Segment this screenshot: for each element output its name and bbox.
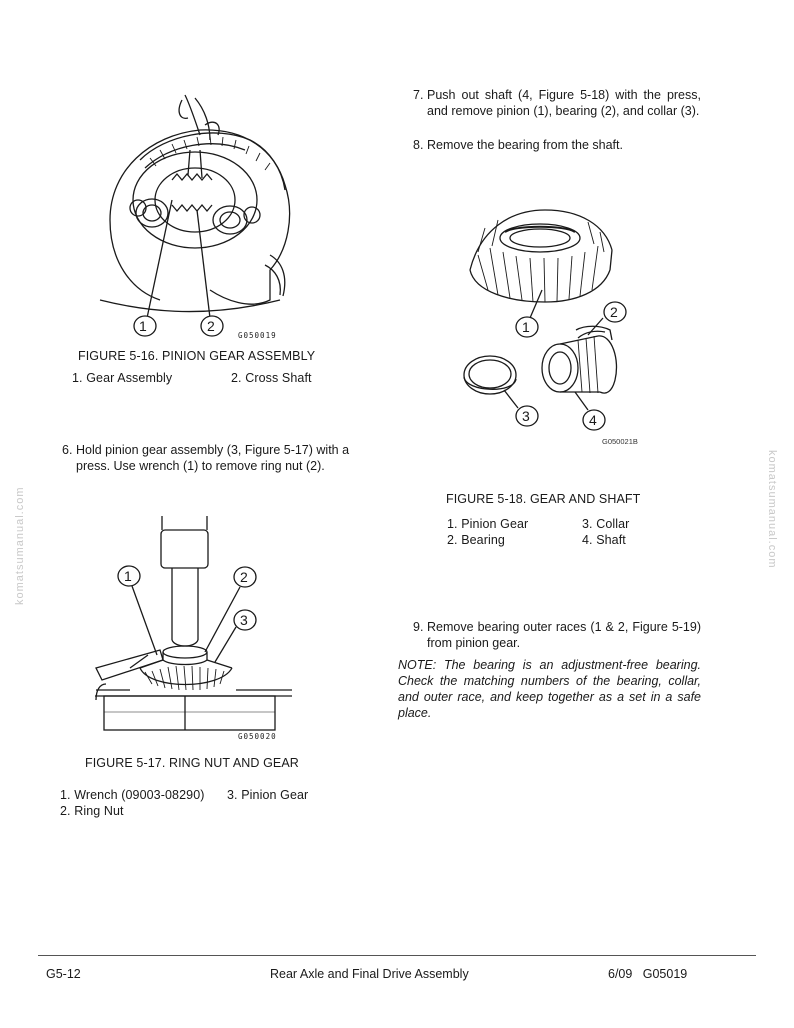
fig16-legend-1: 1. Gear Assembly — [72, 371, 173, 385]
step-6-text: Hold pinion gear assembly (3, Figure 5-17) with a press. Use wrench (1) to remove ring nut (2). — [76, 443, 350, 473]
fig17-caption: FIGURE 5-17. RING NUT AND GEAR — [85, 756, 299, 770]
fig16-code: G050019 — [238, 331, 277, 340]
fig18-callout-2-label: 2 — [610, 304, 618, 320]
fig16-callout-2-label: 2 — [207, 318, 215, 334]
fig17-callout-2-label: 2 — [240, 569, 248, 585]
fig18-legend-3: 3. Collar — [582, 517, 630, 531]
fig18-callout-3-label: 3 — [522, 408, 530, 424]
watermark-left: komatsumanual.com — [14, 486, 26, 605]
step-8-text: Remove the bearing from the shaft. — [427, 138, 623, 152]
fig16-legend-2: 2. Cross Shaft — [231, 371, 312, 385]
fig17-callout-1-label: 1 — [124, 568, 132, 584]
step-9 — [413, 619, 701, 651]
note: NOTE: The bearing is an adjustment-free bearing. Check the matching numbers of the bearing, collar, and outer race, and keep together as a set in a safe place. — [398, 658, 701, 720]
fig17-legend-2: 2. Ring Nut — [60, 804, 124, 818]
step-8-number: 8. — [413, 138, 424, 152]
step-9-text: Remove bearing outer races (1 & 2, Figure 5-19) from pinion gear. — [427, 620, 701, 650]
fig17-callout-3-label: 3 — [240, 612, 248, 628]
step-9-number: 9. — [413, 620, 424, 634]
fig18-callout-4-label: 4 — [589, 412, 597, 428]
footer-rule — [38, 955, 756, 956]
step-7-number: 7. — [413, 88, 424, 102]
step-6-number: 6. — [62, 443, 73, 457]
fig18-legend-4: 4. Shaft — [582, 533, 626, 547]
fig18-legend-2: 2. Bearing — [447, 533, 505, 547]
fig17-legend-1: 1. Wrench (09003-08290) — [60, 788, 205, 802]
footer-page-number: G5-12 — [46, 967, 81, 981]
fig17-legend-3: 3. Pinion Gear — [227, 788, 309, 802]
footer-title: Rear Axle and Final Drive Assembly — [270, 967, 469, 981]
footer-date-code: 6/09 G05019 — [608, 967, 688, 981]
step-7-text: Push out shaft (4, Figure 5-18) with the press, and remove pinion (1), bearing (2), and collar (3). — [427, 88, 701, 118]
watermark-right: komatsumanual.com — [766, 450, 778, 569]
fig18-caption: FIGURE 5-18. GEAR AND SHAFT — [446, 492, 641, 506]
fig18-callout-1-label: 1 — [522, 319, 530, 335]
fig18-legend-1: 1. Pinion Gear — [447, 517, 529, 531]
fig17-code: G050020 — [238, 732, 277, 741]
fig16-caption: FIGURE 5-16. PINION GEAR ASSEMBLY — [78, 349, 316, 363]
fig16-callout-1-label: 1 — [139, 318, 147, 334]
fig18-code: G050021B — [602, 437, 638, 446]
